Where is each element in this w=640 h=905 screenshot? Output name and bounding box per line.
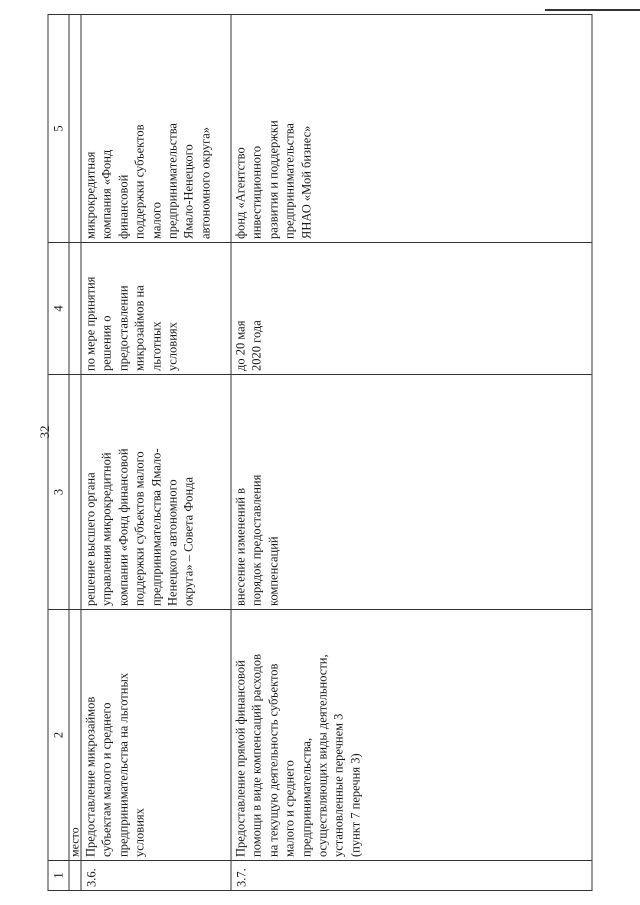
cont-col-5 — [69, 14, 81, 242]
executor-line: предпринимательства — [165, 122, 180, 239]
measure-line: Предоставление прямой финансовой — [233, 659, 248, 857]
basis-line: решение высшего органа — [83, 471, 98, 606]
measure-line: малого и среднего — [282, 759, 297, 857]
deadline-line: условиях — [165, 321, 180, 371]
deadline-cell — [231, 242, 592, 374]
continuation-row — [69, 14, 81, 890]
executor-line: развития и поддержки — [266, 119, 281, 239]
measure-line: предпринимательства, — [299, 737, 314, 857]
header-col-2: 2 — [48, 609, 69, 860]
cont-col-1 — [69, 860, 81, 890]
deadline-line: до 20 мая — [233, 320, 248, 371]
basis-cell — [231, 374, 592, 609]
basis-line: управления микрокредитной — [99, 451, 114, 606]
header-col-4: 4 — [48, 242, 69, 374]
table-row — [231, 14, 592, 890]
rotated-table-container — [48, 15, 593, 891]
executor-line: микрокредитная — [83, 151, 98, 239]
page-number: 32 — [37, 425, 52, 439]
executor-cell — [231, 14, 592, 242]
basis-line: внесение изменений в — [233, 487, 248, 606]
basis-line: компании «Фонд финансовой — [116, 447, 131, 606]
executor-line: ЯНАО «Мой бизнес» — [299, 125, 314, 239]
header-col-5: 5 — [48, 14, 69, 242]
measure-name-cell — [81, 609, 231, 860]
executor-line: фонд «Агентство — [233, 146, 248, 239]
measure-line: на текущую деятельность субъектов — [266, 663, 281, 857]
cont-col-3 — [69, 374, 81, 609]
executor-line: малого — [149, 201, 164, 239]
deadline-line: микрозаймов на — [132, 284, 147, 371]
measure-name-cell — [231, 609, 592, 860]
basis-line: предпринимательства Ямало- — [149, 447, 164, 606]
measure-line: Предоставление микрозаймов — [83, 696, 98, 857]
measure-line: (пункт 7 перечня 3) — [348, 752, 363, 857]
executor-line: Ямало-Ненецкого — [181, 143, 196, 239]
executor-line: предпринимательства — [282, 122, 297, 239]
basis-line: поддержки субъектов малого — [132, 450, 147, 606]
deadline-line: 2020 года — [249, 319, 264, 371]
top-right-rule — [545, 9, 640, 11]
measure-line: установленные перечнем 3 — [331, 713, 346, 857]
basis-cell — [81, 374, 231, 609]
table-row — [81, 14, 231, 890]
deadline-line: предоставлении — [116, 284, 131, 371]
executor-line: инвестиционного — [249, 145, 264, 239]
measure-line: помощи в виде компенсаций расходов — [249, 653, 264, 857]
basis-line: компенсаций — [266, 535, 281, 606]
deadline-line: решения о — [99, 315, 114, 371]
header-col-1: 1 — [48, 860, 69, 890]
header-row — [48, 14, 69, 890]
executor-line: автономного округа» — [198, 126, 213, 239]
measures-table — [48, 14, 593, 891]
cont-col-2: место — [69, 609, 81, 860]
basis-line: порядок предоставления — [249, 474, 264, 606]
header-col-3: 3 — [48, 374, 69, 609]
deadline-line: льготных — [149, 320, 164, 371]
deadline-line: по мере принятия — [83, 276, 98, 371]
measure-line: субъектам малого и среднего — [99, 702, 114, 857]
executor-line: компания «Фонд — [99, 149, 114, 239]
measure-line: условиях — [132, 807, 147, 857]
executor-line: поддержки субъектов — [132, 123, 147, 239]
executor-line: финансовой — [116, 174, 131, 239]
cont-col-4 — [69, 242, 81, 374]
basis-line: Ненецкого автономного — [165, 478, 180, 606]
basis-line: округа» – Совета Фонда — [181, 476, 196, 606]
measure-line: осуществляющих виды деятельности, — [315, 653, 330, 857]
row-number: 3.6. — [81, 860, 231, 890]
executor-cell — [81, 14, 231, 242]
row-number: 3.7. — [231, 860, 592, 890]
measure-line: предпринимательства на льготных — [116, 672, 131, 857]
deadline-cell — [81, 242, 231, 374]
